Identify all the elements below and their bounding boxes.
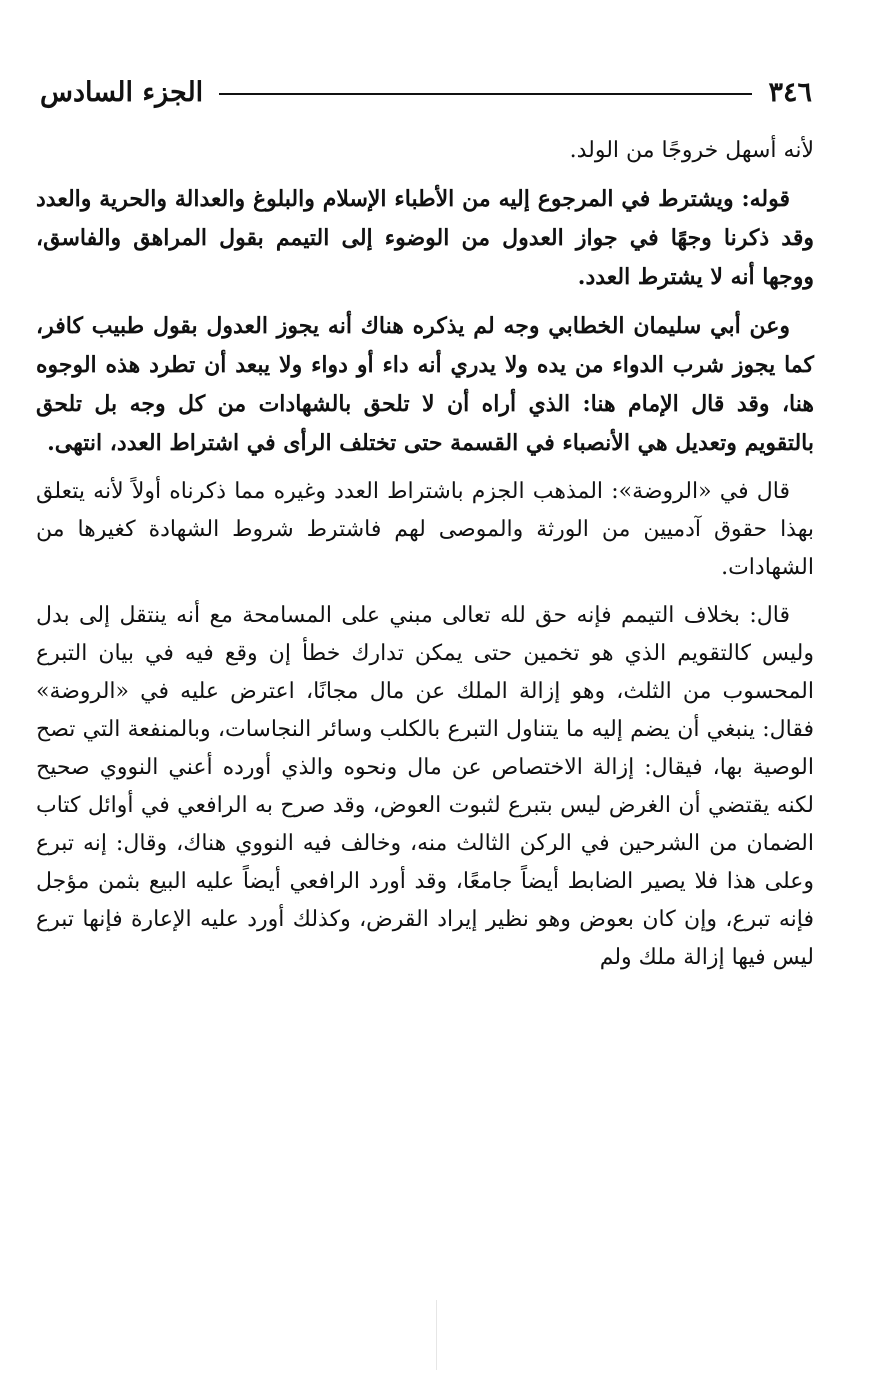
chapter-title: الجزء السادس — [40, 76, 204, 108]
paragraph-quote-1: قوله: ويشترط في المرجوع إليه من الأطباء الإسلام والبلوغ والعدالة والحرية والعدد وقد ذكرنا وجهًا في جواز العدول من الوضوء إلى التيمم بقول المراهق والفاسق، ووجها أنه لا يشترط العدد. — [36, 186, 814, 290]
paragraph-rawda: قال في «الروضة»: المذهب الجزم باشتراط العدد وغيره مما ذكرناه أولاً لأنه يتعلق بهذا حقوق آدميين من الورثة والموصى لهم فاشترط شروط الشهادة كغيرها من الشهادات. — [36, 479, 814, 580]
paragraph-continuation: لأنه أسهل خروجًا من الولد. — [569, 138, 814, 163]
header-rule — [219, 93, 752, 95]
page-number: ٣٤٦ — [768, 76, 812, 108]
page-header — [40, 72, 812, 112]
paragraph-tayammum: قال: بخلاف التيمم فإنه حق لله تعالى مبني على المسامحة مع أنه ينتقل إلى بدل وليس كالتقويم الذي هو تخمين حتى يمكن تدارك خطأ إن وقع فيه في بيان التبرع المحسوب من الثلث، وهو إزالة الملك عن مال مجانًا، اعترض عليه في «الروضة» فقال: ينبغي أن يضم إليه ما يتناول التبرع بالكلب وسائر النجاسات، وبالمنفعة التي تصح الوصية بها، فيقال: إزالة الاختصاص عن مال ونحوه والذي أورده أعني النووي صحيح لكنه يقتضي أن الغرض ليس بتبرع لثبوت العوض، وقد صرح به الرافعي في أوائل كتاب الضمان من الشرحين في الركن الثالث منه، وخالف فيه النووي هناك، وقال: إنه تبرع وعلى هذا فلا يصير الضابط أيضاً جامعًا، وقد أورد الرافعي أيضاً عليه البيع بثمن مؤجل فإنه تبرع، وإن كان بعوض وهو نظير إيراد القرض، وكذلك أورد عليه الإعارة فإنها تبرع ليس فيها إزالة ملك ولم — [36, 603, 814, 970]
paragraph-quote-2: وعن أبي سليمان الخطابي وجه لم يذكره هناك أنه يجوز العدول بقول طبيب كافر، كما يجوز شرب الدواء من يده ولا يدري أنه داء أو دواء ولا يبعد أن تطرد هذه الوجوه هنا، وقد قال الإمام هنا: الذي أراه أن لا تلحق بالشهادات من كل وجه بل تلحق بالتقويم وتعديل هي الأنصباء في القسمة حتى تختلف الرأى في اشتراط العدد، انتهى. — [36, 313, 814, 456]
page-body — [36, 132, 814, 987]
scan-artifact-line — [436, 1300, 437, 1370]
